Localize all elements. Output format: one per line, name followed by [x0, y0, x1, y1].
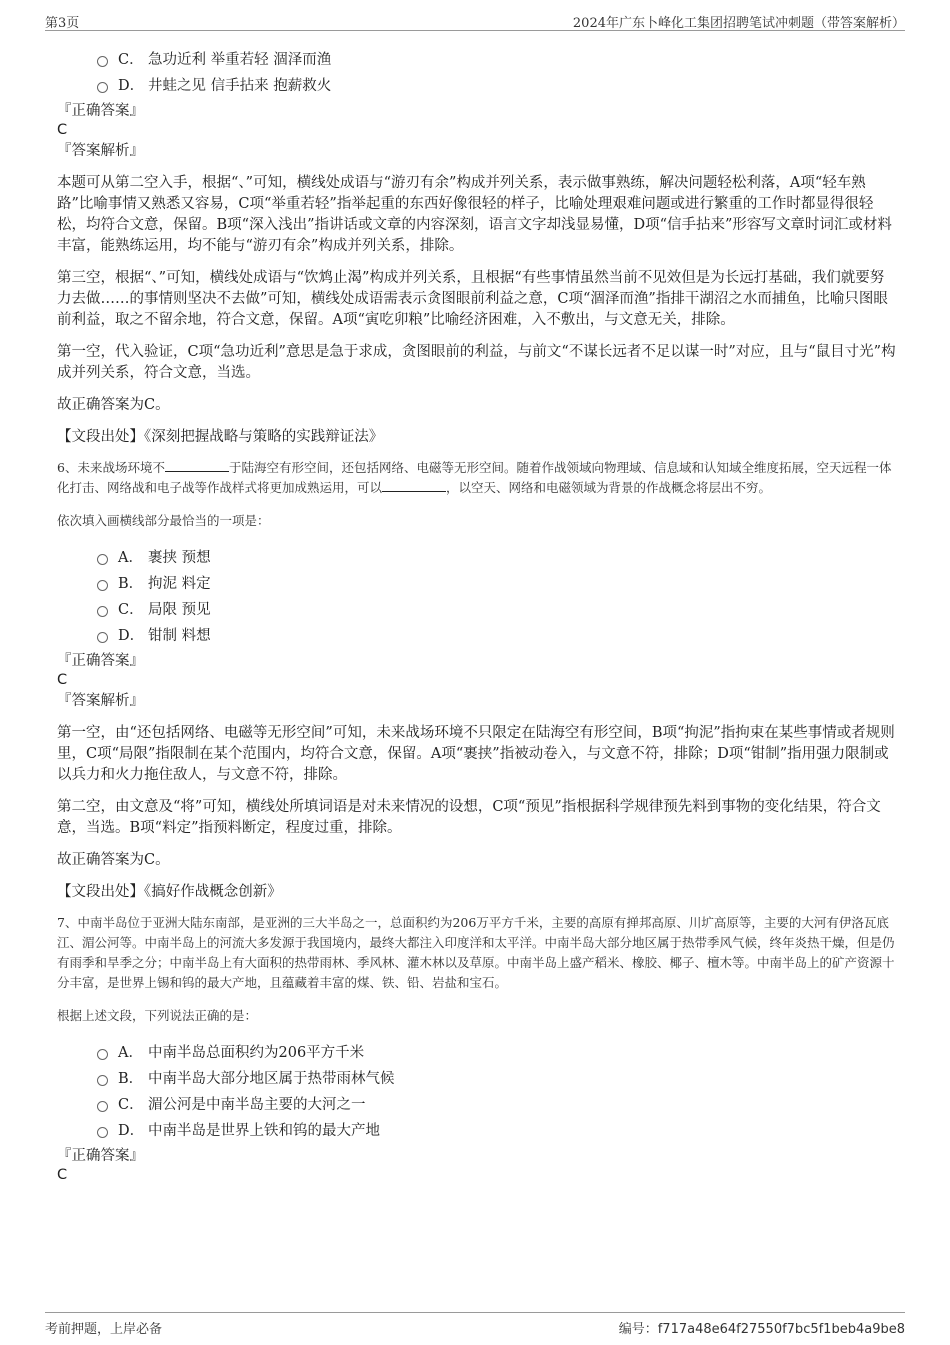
q6-option-c[interactable]: C． 局限 预见 [97, 595, 897, 621]
q6-source: 【文段出处】《搞好作战概念创新》 [57, 884, 282, 900]
radio-icon[interactable] [97, 1049, 108, 1060]
q6-option-d[interactable]: D． 钳制 料想 [97, 621, 897, 647]
q5-option-c[interactable]: C． 急功近利 举重若轻 涸泽而渔 [97, 45, 897, 71]
q6-analysis-label: 『答案解析』 [57, 693, 144, 709]
q7-prompt: 根据上述文段，下列说法正确的是： [57, 1008, 258, 1023]
q5-analysis-p3: 第一空，代入验证，C项“急功近利”意思是急于求成，贪图眼前的利益，与前文“不谋长远者不足以谋一时”对应，且与“鼠目寸光”构成并列关系，符合文意，当选。 [57, 344, 896, 381]
blank-line [165, 459, 229, 472]
q7-options [97, 1038, 897, 1142]
q5-answer-label: 『正确答案』 [57, 103, 144, 119]
document-code: 编号：f717a48e64f27550f7bc5f1beb4a9be8 [618, 1322, 905, 1337]
q6-stem: 6、未来战场环境不 于陆海空有形空间，还包括网络、电磁等无形空间。随着作战领域向物理域、信息域和认知域全维度拓展，空天远程一体化打击、网络战和电子战等作战样式将更加成熟运用，可以 ，以空天、网络和电磁领域为背景的作战概念将层出不穷。 [57, 460, 892, 495]
blank-line [382, 479, 446, 492]
radio-icon[interactable] [97, 1127, 108, 1138]
q7-option-d[interactable]: D． 中南半岛是世界上铁和钨的最大产地 [97, 1116, 897, 1142]
q7-answer: C [57, 1167, 68, 1183]
page-number: 第3页 [45, 16, 80, 31]
page-content [57, 45, 897, 1184]
q5-analysis-p2: 第三空，根据“、”可知，横线处成语与“饮鸩止渴”构成并列关系，且根据“有些事情虽然当前不见效但是为长远打基础，我们就要努力去做……的事情则坚决不去做”可知，横线处成语需表示贪图眼前利益之意，C项“涸泽而渔”指排干湖沼之水而捕鱼，比喻只图眼前利益，取之不留余地，符合文意，保留。A项“寅吃卯粮”比喻经济困难，入不敷出，与文意无关，排除。 [57, 270, 888, 328]
q6-prompt: 依次填入画横线部分最恰当的一项是： [57, 513, 270, 528]
radio-icon[interactable] [97, 580, 108, 591]
q6-analysis-p2: 第二空，由文意及“将”可知，横线处所填词语是对未来情况的设想，C项“预见”指根据科学规律预先料到事物的变化结果，符合文意，当选。B项“料定”指预料断定，程度过重，排除。 [57, 799, 881, 836]
q6-option-a[interactable]: A． 裹挟 预想 [97, 543, 897, 569]
q5-conclusion: 故正确答案为C。 [57, 397, 170, 413]
radio-icon[interactable] [97, 554, 108, 565]
q6-option-b[interactable]: B． 拘泥 料定 [97, 569, 897, 595]
radio-icon[interactable] [97, 1101, 108, 1112]
radio-icon[interactable] [97, 606, 108, 617]
radio-icon[interactable] [97, 1075, 108, 1086]
q6-options [97, 543, 897, 647]
q5-answer: C [57, 122, 68, 138]
q5-source: 【文段出处】《深刻把握战略与策略的实践辩证法》 [57, 429, 384, 445]
radio-icon[interactable] [97, 632, 108, 643]
q5-option-d[interactable]: D． 井蛙之见 信手拈来 抱薪救火 [97, 71, 897, 97]
q6-answer: C [57, 672, 68, 688]
radio-icon[interactable] [97, 82, 108, 93]
page-header [45, 8, 905, 31]
q7-option-b[interactable]: B． 中南半岛大部分地区属于热带雨林气候 [97, 1064, 897, 1090]
footer-slogan: 考前押题，上岸必备 [45, 1322, 163, 1337]
q7-stem: 7、中南半岛位于亚洲大陆东南部，是亚洲的三大半岛之一，总面积约为206万平方千米，主要的高原有掸邦高原、川圹高原等，主要的大河有伊洛瓦底江、湄公河等。中南半岛上的河流大多发源于我国境内，最终大都注入印度洋和太平洋。中南半岛大部分地区属于热带季风气候，终年炎热干燥，但是仍有雨季和旱季之分；中南半岛上有大面积的热带雨林、季风林、灌木林以及草原。中南半岛上盛产稻米、橡胶、椰子、檀木等。中南半岛上的矿产资源十分丰富，是世界上锡和钨的最大产地，且蕴藏着丰富的煤、铁、铅、岩盐和宝石。 [57, 915, 895, 990]
q7-answer-label: 『正确答案』 [57, 1148, 144, 1164]
q6-conclusion: 故正确答案为C。 [57, 852, 170, 868]
q7-option-a[interactable]: A． 中南半岛总面积约为206平方千米 [97, 1038, 897, 1064]
q5-options [97, 45, 897, 97]
q6-answer-label: 『正确答案』 [57, 653, 144, 669]
q5-analysis-p1: 本题可从第二空入手，根据“、”可知，横线处成语与“游刃有余”构成并列关系，表示做事熟练，解决问题轻松利落，A项“轻车熟路”比喻事情又熟悉又容易，C项“举重若轻”指举起重的东西好像很轻的样子，比喻处理艰难问题或进行繁重的工作时都显得很轻松，均符合文意，保留。B项“深入浅出”指讲话或文章的内容深刻，语言文字却浅显易懂，D项“信手拈来”形容写文章时词汇或材料丰富，能熟练运用，均不能与“游刃有余”构成并列关系，排除。 [57, 175, 892, 254]
radio-icon[interactable] [97, 56, 108, 67]
page-footer [45, 1312, 905, 1337]
q7-option-c[interactable]: C． 湄公河是中南半岛主要的大河之一 [97, 1090, 897, 1116]
q5-analysis-label: 『答案解析』 [57, 143, 144, 159]
q6-analysis-p1: 第一空，由“还包括网络、电磁等无形空间”可知，未来战场环境不只限定在陆海空有形空间，B项“拘泥”指拘束在某些事情或者规则里，C项“局限”指限制在某个范围内，均符合文意，保留。A项“裹挟”指被动卷入，与文意不符，排除；D项“钳制”指用强力限制或以兵力和火力拖住敌人，与文意不符，排除。 [57, 725, 895, 783]
document-title: 2024年广东卜峰化工集团招聘笔试冲刺题（带答案解析） [572, 16, 905, 31]
